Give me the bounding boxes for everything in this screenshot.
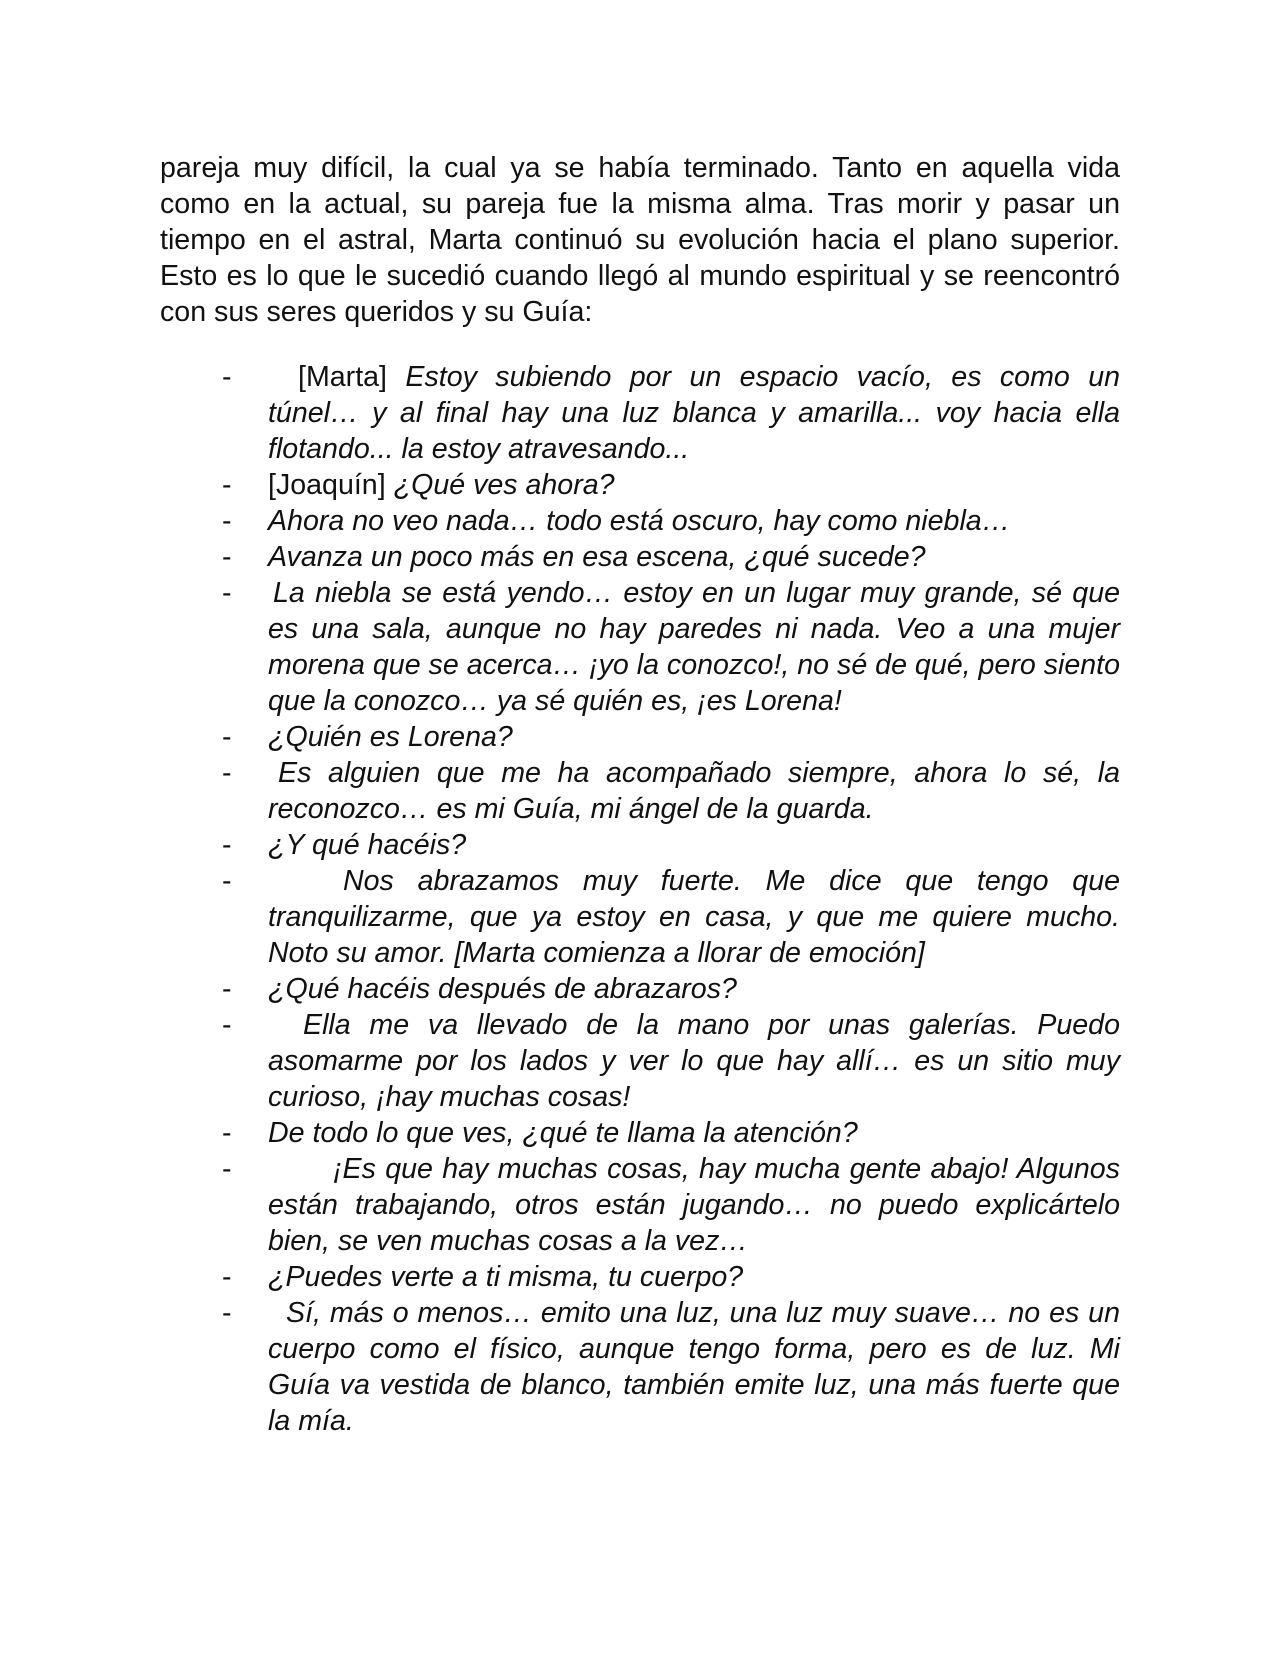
bullet-dash: - [222,1009,232,1041]
dialogue-text: De todo lo que ves, ¿qué te llama la atención? [268,1117,858,1149]
dialogue-text: ¡Es que hay muchas cosas, hay mucha gente abajo! Algunos están trabajando, otros están jugando… no puedo explicártelo bien, se ven muchas cosas a la vez… [268,1153,1120,1257]
dialogue-line [160,827,1120,863]
bullet-dash: - [222,973,232,1005]
dialogue-line [160,1151,1120,1259]
dialogue-line [160,971,1120,1007]
speaker-tag: [Marta] [298,361,387,393]
bullet-dash: - [222,577,232,609]
bullet-dash: - [222,1153,232,1185]
bullet-dash: - [222,757,232,789]
dialogue-line [160,755,1120,827]
bullet-dash: - [222,361,232,393]
dialogue-line [160,1007,1120,1115]
bullet-dash: - [222,865,232,897]
dialogue-line [160,575,1120,719]
bullet-dash: - [222,1297,232,1329]
dialogue-line [160,1295,1120,1439]
document-page [160,150,1120,1439]
dialogue-text: ¿Qué ves ahora? [393,469,615,501]
bullet-dash: - [222,541,232,573]
speaker-tag: [Joaquín] [268,469,386,501]
dialogue-line [160,359,1120,467]
dialogue-list [160,359,1120,1439]
dialogue-line [160,1259,1120,1295]
intro-paragraph: pareja muy difícil, la cual ya se había terminado. Tanto en aquella vida como en la actual, su pareja fue la misma alma. Tras morir y pasar un tiempo en el astral, Marta continuó su evolución hacia el plano superior. Esto es lo que le sucedió cuando llegó al mundo espiritual y se reencontró con sus seres queridos y su Guía: [160,152,1120,328]
dialogue-text: ¿Y qué hacéis? [268,829,467,861]
dialogue-text: Ella me va llevado de la mano por unas galerías. Puedo asomarme por los lados y ver lo que hay allí… es un sitio muy curioso, ¡hay muchas cosas! [268,1009,1120,1113]
dialogue-line [160,467,1120,503]
dialogue-text: Ahora no veo nada… todo está oscuro, hay como niebla… [268,505,1011,537]
dialogue-text: ¿Quién es Lorena? [268,721,513,753]
dialogue-text: Estoy subiendo por un espacio vacío, es como un túnel… y al final hay una luz blanca y amarilla... voy hacia ella flotando... la estoy atravesando... [268,361,1121,465]
dialogue-text: Nos abrazamos muy fuerte. Me dice que tengo que tranquilizarme, que ya estoy en casa, y que me quiere mucho. Noto su amor. [Marta comienza a llorar de emoción] [268,865,1120,969]
bullet-dash: - [222,1117,232,1149]
bullet-dash: - [222,721,232,753]
bullet-dash: - [222,505,232,537]
dialogue-line [160,503,1120,539]
bullet-dash: - [222,469,232,501]
bullet-dash: - [222,1261,232,1293]
dialogue-text: ¿Qué hacéis después de abrazaros? [268,973,737,1005]
dialogue-text: La niebla se está yendo… estoy en un lugar muy grande, sé que es una sala, aunque no hay paredes ni nada. Veo a una mujer morena que se acerca… ¡yo la conozco!, no sé de qué, pero siento que la conozco… ya sé quién es, ¡es Lorena! [268,577,1120,717]
dialogue-text: ¿Puedes verte a ti misma, tu cuerpo? [268,1261,744,1293]
dialogue-line [160,863,1120,971]
dialogue-text: Avanza un poco más en esa escena, ¿qué sucede? [268,541,926,573]
bullet-dash: - [222,829,232,861]
dialogue-text: Sí, más o menos… emito una luz, una luz muy suave… no es un cuerpo como el físico, aunque tengo forma, pero es de luz. Mi Guía va vestida de blanco, también emite luz, una más fuerte que la mía. [268,1297,1120,1437]
dialogue-line [160,539,1120,575]
dialogue-line [160,719,1120,755]
dialogue-line [160,1115,1120,1151]
dialogue-text: Es alguien que me ha acompañado siempre, ahora lo sé, la reconozco… es mi Guía, mi ángel de la guarda. [268,757,1120,825]
